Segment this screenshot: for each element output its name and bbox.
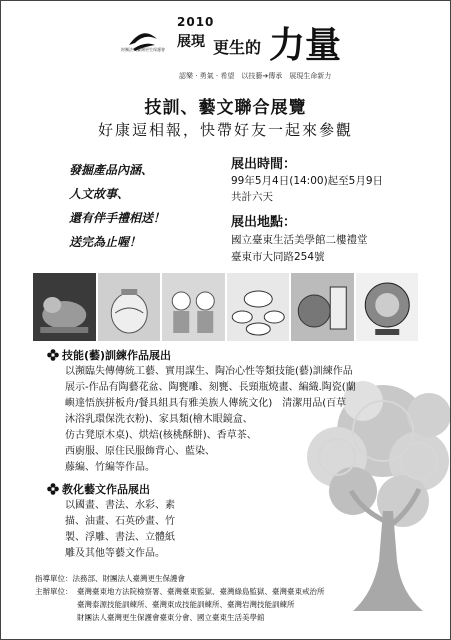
- footer-guiding-units: 指導單位：法務部、財團法人臺灣更生保護會: [35, 574, 185, 583]
- header-title-part-b: 更生的: [213, 38, 262, 57]
- section-arts-line: 描、油畫、石英砂畫、竹: [65, 516, 175, 527]
- section-skills-line: 西廚服、原住民服飾背心、藍染、: [65, 446, 215, 457]
- section-arts-line: 雕及其他等藝文作品。: [65, 548, 165, 559]
- section-skills-line: 沐浴乳環保洗衣粉)、家具類(檜木眼鏡盒、: [65, 414, 253, 425]
- section-skills-heading: 技能(藝)訓練作品展出: [62, 349, 172, 362]
- exhibit-place-venue: 國立臺東生活美學館二樓禮堂: [231, 234, 368, 246]
- photo-decorative-plate: [356, 273, 419, 341]
- footer-host-line-3: 財團法人臺灣更生保護會臺東分會、國立臺東生活美學館: [77, 613, 265, 622]
- exhibit-time-duration: 共計六天: [231, 191, 273, 203]
- organization-name: 財團法人臺灣更生保護會: [121, 47, 165, 52]
- section-skills-line: 展示-作品有陶藝花盆、陶甕雕、刻甕、長頸瓶燒畫、編織.陶瓷(蘭: [65, 382, 356, 393]
- section-skills-line: 嶼達悟族拼板舟/餐具組具有雅美族人傳統文化) 清潔用品(百草: [65, 398, 347, 409]
- section-arts-line: 製、浮雕、書法、立體紙: [65, 532, 175, 543]
- footer-host-label: 主辦單位：: [35, 587, 73, 596]
- main-title: 技訓、藝文聯合展覽: [144, 98, 307, 118]
- message-line-3: 還有伴手禮相送！: [69, 211, 166, 225]
- section-arts-heading-row: [47, 481, 150, 497]
- photo-figurines: [162, 273, 225, 341]
- photo-tiger-carving: [33, 273, 96, 341]
- organization-logo: [123, 19, 163, 59]
- exhibit-time-dates: 99年5月4日(14:00)起至5月9日: [231, 175, 384, 187]
- header-tagline: 認樂 · 勇氣 · 希望 以技藝➔傳承 展現生命新力: [179, 72, 332, 80]
- footer-host-line-2: 臺灣泰源技能訓練所、臺灣東成技能訓練所、臺灣岩灣技能訓練所: [77, 600, 295, 609]
- message-line-4: 送完為止喔！: [69, 235, 142, 249]
- product-photo-strip: [33, 273, 418, 341]
- photo-painted-plates: [291, 273, 354, 341]
- section-skills-heading-row: [47, 347, 171, 363]
- section-skills-line: 藤編、竹編等作品。: [65, 462, 155, 473]
- header-title-part-a: 展現: [177, 34, 205, 50]
- exhibit-place-address: 臺東市大同路254號: [231, 251, 325, 263]
- flower-bullet-icon: [47, 349, 59, 361]
- section-skills-line: 仿古凳原木桌)、烘焙(核桃酥餅)、香草茶、: [65, 430, 257, 441]
- subtitle: 好康逗相報，快帶好友一起來參觀: [97, 121, 353, 139]
- header-year: 2010: [177, 15, 215, 29]
- exhibit-place-heading: 展出地點：: [231, 215, 297, 230]
- flower-bullet-icon: [47, 483, 59, 495]
- photo-tableware-set: [227, 273, 290, 341]
- section-arts-line: 以國畫、書法、水彩、素: [65, 500, 175, 511]
- exhibit-time-heading: 展出時間：: [231, 157, 297, 172]
- footer-host-line-1: 臺灣臺東地方法院檢察署、臺灣臺東監獄、臺灣綠島監獄、臺灣臺東戒治所: [77, 587, 325, 596]
- photo-pottery-jar: [98, 273, 161, 341]
- message-line-1: 發掘產品內涵、: [69, 163, 154, 177]
- section-arts-heading: 教化藝文作品展出: [62, 483, 150, 496]
- header-title-part-c: 力量: [269, 24, 342, 66]
- message-line-2: 人文故事、: [69, 187, 130, 201]
- section-skills-line: 以瀕臨失傳傳統工藝、實用謀生、陶冶心性等類技能(藝)訓練作品: [65, 366, 353, 377]
